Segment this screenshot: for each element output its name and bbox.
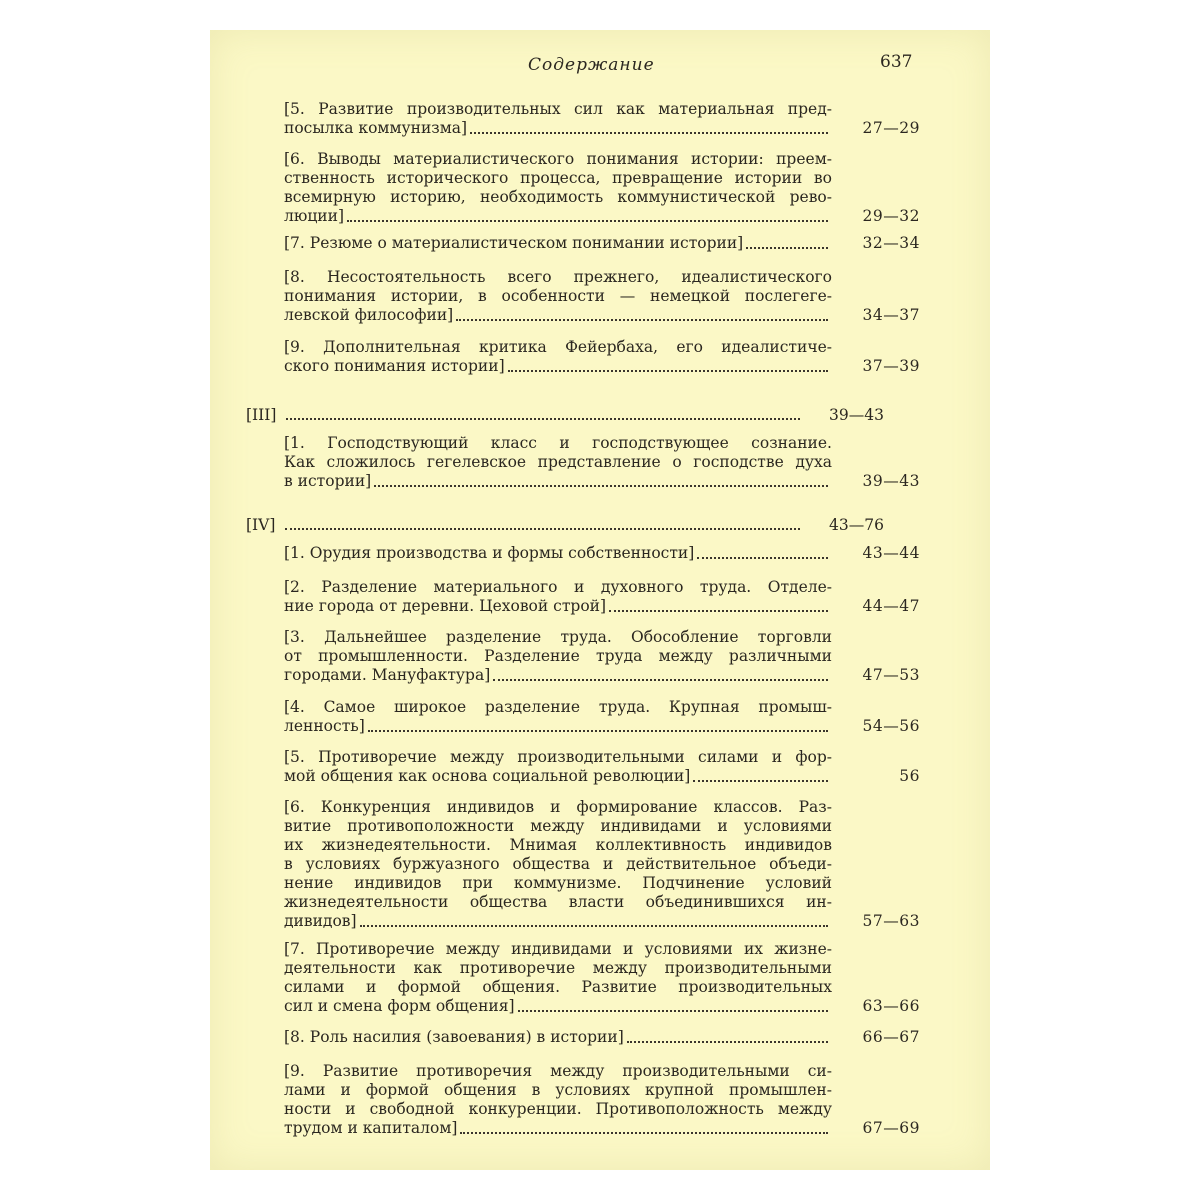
toc-entry-line: люции] [284, 207, 345, 225]
toc-entry-line: [6. Конкуренция индивидов и формирование классов. Раз- [284, 798, 832, 816]
toc-page-range: 57—63 [862, 912, 920, 930]
toc-page-range: 39—43 [862, 472, 920, 490]
toc-entry-line: от промышленности. Разделение труда между различными [284, 647, 832, 665]
dot-leader [493, 679, 828, 681]
toc-entry-iv-3 [284, 628, 920, 685]
toc-entry-line: трудом и капиталом] [284, 1119, 458, 1137]
toc-entry-line: мой общения как основа социальной революции] [284, 767, 691, 785]
toc-entry-line: [7. Резюме о материалистическом понимании истории] [284, 234, 744, 252]
section-iii-heading [246, 404, 884, 424]
dot-leader [368, 730, 828, 732]
toc-page-range: 32—34 [862, 234, 920, 252]
toc-entry-line: [1. Орудия производства и формы собственности] [284, 544, 695, 562]
running-head [210, 52, 990, 82]
toc-page-range: 37—39 [862, 357, 920, 375]
toc-page-range: 43—76 [829, 516, 884, 534]
toc-entry-line: жизнедеятельности общества власти объединившихся ин- [284, 893, 832, 911]
toc-entry-line: ственность исторического процесса, превращение истории во [284, 169, 832, 187]
toc-entry-line: [9. Развитие противоречия между производительными си- [284, 1062, 832, 1080]
dot-leader [360, 925, 828, 927]
toc-entry-line: ского понимания истории] [284, 357, 505, 375]
toc-entry-line: в истории] [284, 472, 372, 490]
dot-leader [460, 1132, 828, 1134]
toc-page-range: 29—32 [862, 207, 920, 225]
dot-leader [697, 557, 828, 559]
toc-entry-ii-9 [284, 338, 920, 376]
toc-page-range: 34—37 [862, 306, 920, 324]
dot-leader [627, 1041, 828, 1043]
toc-page-range: 44—47 [862, 597, 920, 615]
toc-entry-line: левской философии] [284, 306, 454, 324]
toc-entry-line: [9. Дополнительная критика Фейербаха, его идеалистиче- [284, 338, 832, 356]
toc-entry-iv-7 [284, 940, 920, 1016]
toc-entry-line: витие противоположности между индивидами и условиями [284, 817, 832, 835]
toc-entry-line: силами и формой общения. Развитие производительных [284, 978, 832, 996]
toc-entry-line: Как сложилось гегелевское представление о господстве духа [284, 453, 832, 471]
section-iv-heading [246, 514, 884, 534]
toc-entry-line: ленность] [284, 717, 365, 735]
toc-page-range: 63—66 [862, 997, 920, 1015]
toc-entry-line: [2. Разделение материального и духовного труда. Отделе- [284, 578, 832, 596]
book-page [210, 30, 990, 1170]
section-label: [IV] [246, 516, 276, 534]
toc-entry-line: ние города от деревни. Цеховой строй] [284, 597, 607, 615]
toc-entry-line: [7. Противоречие между индивидами и условиями их жизне- [284, 940, 832, 958]
toc-page-range: 27—29 [862, 119, 920, 137]
toc-entry-iv-6 [284, 798, 920, 931]
toc-entry-line: понимания истории, в особенности — немецкой послегеге- [284, 287, 832, 305]
toc-entry-iv-2 [284, 578, 920, 616]
toc-page-range: 39—43 [829, 406, 884, 424]
toc-entry-iv-4 [284, 698, 920, 736]
toc-entry-line: деятельности как противоречие между производительными [284, 959, 832, 977]
toc-entry-line: посылка коммунизма] [284, 119, 468, 137]
toc-page-range: 66—67 [862, 1028, 920, 1046]
toc-entry-line: [5. Противоречие между производительными силами и фор- [284, 748, 832, 766]
toc-entry-iii-1 [284, 434, 920, 491]
dot-leader [285, 528, 800, 530]
dot-leader [518, 1010, 828, 1012]
toc-entry-line: в условиях буржуазного общества и действительное объеди- [284, 855, 832, 873]
toc-entry-ii-8 [284, 268, 920, 325]
toc-entry-ii-7 [284, 234, 920, 253]
toc-entry-line: всемирную историю, необходимость коммунистической рево- [284, 188, 832, 206]
toc-entry-line: [1. Господствующий класс и господствующее сознание. [284, 434, 832, 452]
toc-entry-line: [8. Роль насилия (завоевания) в истории] [284, 1028, 624, 1046]
toc-entry-line: [3. Дальнейшее разделение труда. Обособление торговли [284, 628, 832, 646]
toc-entry-line: [4. Самое широкое разделение труда. Крупная промыш- [284, 698, 832, 716]
toc-page-range: 67—69 [862, 1119, 920, 1137]
section-label: [III] [246, 406, 277, 424]
toc-entry-line: нение индивидов при коммунизме. Подчинение условий [284, 874, 832, 892]
toc-entry-iv-8 [284, 1028, 920, 1047]
toc-page-range: 56 [899, 767, 920, 785]
toc-page-range: 47—53 [862, 666, 920, 684]
toc-entry-line: городами. Мануфактура] [284, 666, 491, 684]
toc-entry-line: [8. Несостоятельность всего прежнего, идеалистического [284, 268, 832, 286]
toc-entry-iv-5 [284, 748, 920, 786]
toc-entry-ii-6 [284, 150, 920, 226]
toc-page-range: 54—56 [862, 717, 920, 735]
toc-entry-line: [6. Выводы материалистического понимания истории: преем- [284, 150, 832, 168]
toc-entry-ii-5 [284, 100, 920, 138]
toc-entry-iv-1 [284, 544, 920, 563]
dot-leader [508, 370, 828, 372]
toc-entry-line: ности и свободной конкуренции. Противоположность между [284, 1100, 832, 1118]
page-number: 637 [880, 52, 913, 72]
dot-leader [286, 418, 800, 420]
dot-leader [456, 319, 828, 321]
dot-leader [693, 780, 828, 782]
dot-leader [347, 220, 828, 222]
toc-entry-line: дивидов] [284, 912, 357, 930]
toc-entry-line: их жизнедеятельности. Мнимая коллективность индивидов [284, 836, 832, 854]
toc-entry-line: сил и смена форм общения] [284, 997, 515, 1015]
dot-leader [374, 485, 828, 487]
dot-leader [470, 132, 828, 134]
toc-entry-line: лами и формой общения в условиях крупной промышлен- [284, 1081, 832, 1099]
dot-leader [609, 610, 828, 612]
toc-page-range: 43—44 [862, 544, 920, 562]
dot-leader [746, 247, 828, 249]
running-title: Содержание [528, 55, 655, 75]
toc-entry-line: [5. Развитие производительных сил как материальная пред- [284, 100, 832, 118]
toc-entry-iv-9 [284, 1062, 920, 1138]
